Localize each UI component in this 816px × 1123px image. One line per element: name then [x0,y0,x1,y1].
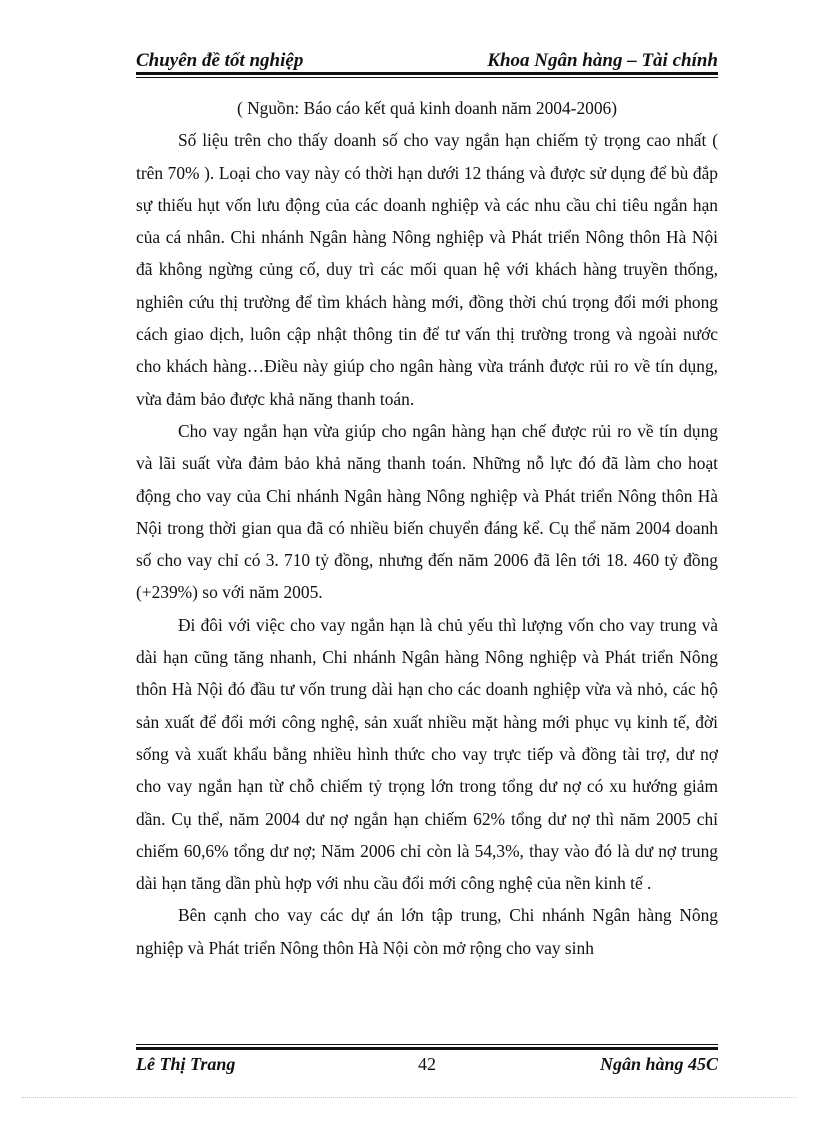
paragraph-1: Số liệu trên cho thấy doanh số cho vay ngắn hạn chiếm tỷ trọng cao nhất ( trên 70% ). Loại cho vay này có thời hạn dưới 12 tháng và được sử dụng để bù đắp sự thiếu hụt vốn lưu động của các doanh nghiệp và các nhu cầu chi tiêu ngắn hạn của cá nhân. Chi nhánh Ngân hàng Nông nghiệp và Phát triển Nông thôn Hà Nội đã không ngừng củng cố, duy trì các mối quan hệ với khách hàng truyền thống, nghiên cứu thị trường để tìm khách hàng mới, đồng thời chú trọng đổi mới phong cách giao dịch, luôn cập nhật thông tin để tư vấn thị trường trong và ngoài nước cho khách hàng…Điều này giúp cho ngân hàng vừa tránh được rủi ro về tín dụng, vừa đảm bảo được khả năng thanh toán. [136,130,718,409]
paragraph-4: Bên cạnh cho vay các dự án lớn tập trung, Chi nhánh Ngân hàng Nông nghiệp và Phát triển Nông thôn Hà Nội còn mở rộng cho vay sinh [136,905,718,958]
page-header [136,48,718,72]
source-note: ( Nguồn: Báo cáo kết quả kinh doanh năm 2004-2006) [236,98,618,118]
footer-rule-thick [136,1047,718,1050]
page-footer [136,1054,718,1078]
header-thesis-title: Chuyên đề tốt nghiệp [136,50,304,71]
page-number: 42 [418,1054,436,1074]
paragraph-2: Cho vay ngắn hạn vừa giúp cho ngân hàng hạn chế được rủi ro về tín dụng và lãi suất vừa đảm bảo khả năng thanh toán. Những nỗ lực đó đã làm cho hoạt động cho vay của Chi nhánh Ngân hàng Nông nghiệp và Phát triển Nông thôn Hà Nội trong thời gian qua đã có nhiều biến chuyển đáng kể. Cụ thể năm 2004 doanh số cho vay chỉ có 3. 710 tỷ đồng, nhưng đến năm 2006 đã lên tới 18. 460 tỷ đồng (+239%) so với năm 2005. [136,420,718,603]
page-bottom-dotted-line [22,1097,796,1098]
header-rule-thin [136,77,718,78]
footer-author: Lê Thị Trang [136,1054,236,1074]
footer-class: Ngân hàng 45C [599,1054,718,1074]
header-faculty: Khoa Ngân hàng – Tài chính [487,50,718,71]
body-text [136,92,718,964]
paragraph-3: Đi đôi với việc cho vay ngắn hạn là chủ yếu thì lượng vốn cho vay trung và dài hạn cũng tăng nhanh, Chi nhánh Ngân hàng Nông nghiệp và Phát triển Nông thôn Hà Nội đó đầu tư vốn trung dài hạn cho các doanh nghiệp vừa và nhỏ, các hộ sản xuất để đổi mới công nghệ, sản xuất nhiều mặt hàng mới phục vụ kinh tế, đời sống và xuất khẩu bằng nhiều hình thức cho vay trực tiếp và đồng tài trợ, dư nợ cho vay ngắn hạn từ chỗ chiếm tỷ trọng lớn trong tổng dư nợ có xu hướng giảm dần. Cụ thể, năm 2004 dư nợ ngắn hạn chiếm 62% tổng dư nợ thì năm 2005 chỉ chiếm 60,6% tổng dư nợ; Năm 2006 chỉ còn là 54,3%, thay vào đó là dư nợ trung dài hạn tăng dần phù hợp với nhu cầu đổi mới công nghệ của nền kinh tế . [136,614,718,894]
header-rule-thick [136,72,718,75]
footer-rule-thin [136,1044,718,1045]
